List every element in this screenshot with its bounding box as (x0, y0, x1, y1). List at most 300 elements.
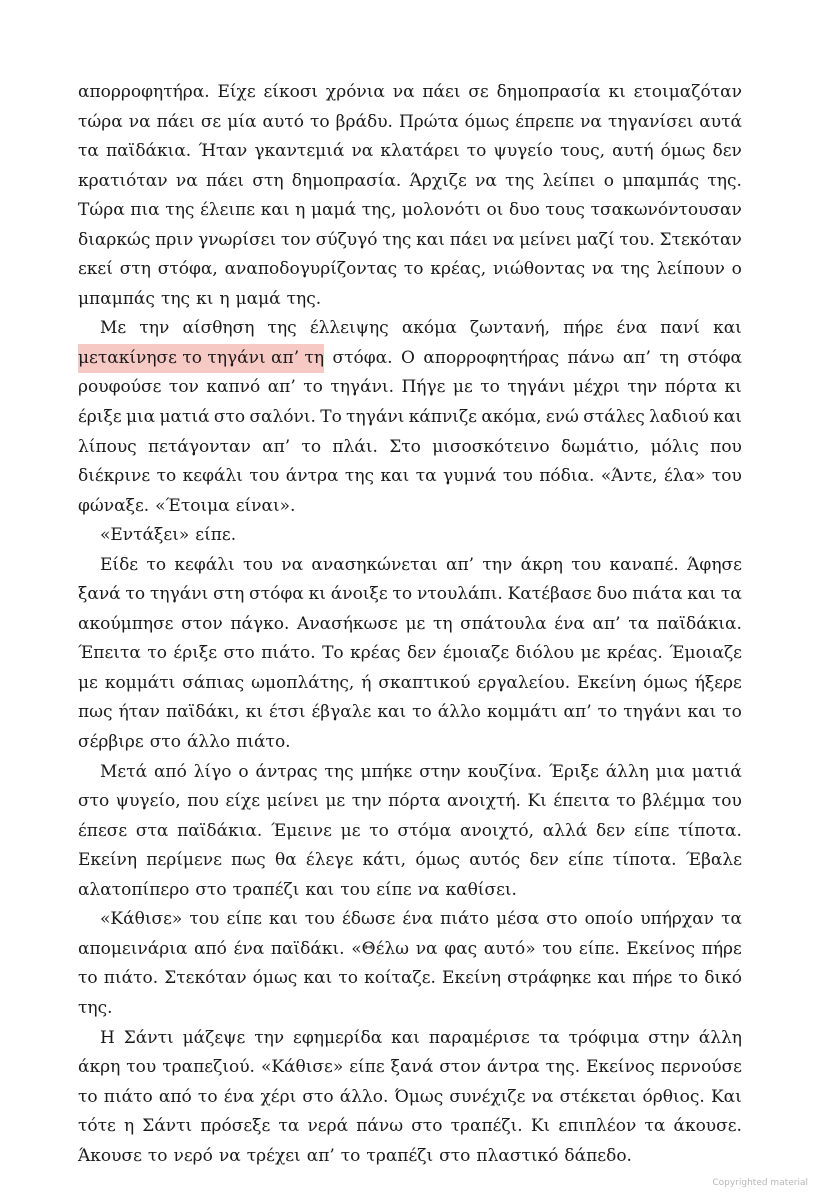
word: πήρε (563, 318, 604, 339)
word: στόφα, (157, 259, 218, 280)
word: «Κάθισε» (100, 909, 183, 930)
word: τίποτα. (678, 820, 742, 841)
word: δικό (704, 968, 742, 989)
word: πάνω (356, 1116, 404, 1137)
word: πως (231, 850, 266, 871)
word: κι (196, 288, 214, 309)
word: στην (648, 1027, 690, 1048)
word: νερά (307, 1116, 349, 1137)
word: απ’ (267, 377, 296, 398)
word: τα (78, 141, 99, 162)
word: έλα» (663, 466, 706, 487)
word: υπήρχαν (640, 909, 715, 930)
word: και (687, 584, 717, 605)
text-line (78, 876, 742, 906)
word: ωμοπλάτης, (251, 672, 355, 693)
word: άλλο (437, 702, 482, 723)
word: με (325, 791, 346, 812)
word: δεν (407, 643, 437, 664)
word: άντρα (285, 466, 339, 487)
text-line (78, 758, 742, 788)
word: Το (322, 643, 344, 664)
word: το (146, 554, 167, 575)
word: Κι (530, 1116, 551, 1137)
word: πανί (660, 318, 700, 339)
word: κι (245, 702, 263, 723)
word: στα (135, 820, 169, 841)
word: πάνω (567, 347, 615, 368)
word: εκεί (78, 259, 113, 280)
word: λίπους (78, 436, 137, 457)
word: Άφησε (687, 554, 742, 575)
word: παϊδάκια. (656, 613, 742, 634)
word: σκαπτικού (378, 672, 471, 693)
word: ματιά (159, 407, 210, 428)
word: πιάτο. (236, 732, 291, 753)
word: στάλες (583, 407, 645, 428)
word: παϊδάκι. (270, 938, 345, 959)
word: ζωντανή, (469, 318, 551, 339)
word: Σάντι (123, 1027, 174, 1048)
word: τους (545, 200, 585, 221)
word: πήρε (701, 938, 742, 959)
word: το (310, 111, 330, 132)
word: λαδιού (649, 407, 709, 428)
word: μισοσκότεινο (432, 436, 550, 457)
text-line (78, 1112, 742, 1142)
word: μαζί (576, 229, 615, 250)
text-line (78, 905, 742, 935)
word: όμως (660, 141, 706, 162)
word: το (466, 141, 487, 162)
word: ξανά (390, 1057, 434, 1078)
word: τηγάνι (346, 407, 405, 428)
word: άκουσε. (673, 1116, 742, 1137)
word: της (160, 288, 191, 309)
word: ή (361, 672, 372, 693)
word: δεν (595, 820, 626, 841)
text-line (78, 285, 742, 315)
word: πιάτα (632, 584, 683, 605)
word: αυτά (699, 111, 742, 132)
word: μαμά (311, 200, 357, 221)
word: είπε (376, 879, 412, 900)
word: κεφάλι (174, 554, 235, 575)
word: στο (213, 407, 246, 428)
word: αλατοπίπερο (78, 879, 190, 900)
text-line (78, 196, 742, 226)
text-line (78, 433, 742, 463)
word: Ήταν (198, 141, 248, 162)
word: στο (78, 791, 110, 812)
word: και (303, 968, 333, 989)
word: όρθιος. (642, 1086, 705, 1107)
word: κι (308, 584, 326, 605)
word: νιώθοντας (493, 259, 586, 280)
word: μόλις (650, 436, 699, 457)
word: καπνό (206, 377, 261, 398)
word: του (340, 879, 371, 900)
highlighted-passage[interactable]: μετακίνησε το τηγάνι απ’ τη (78, 344, 324, 374)
word: κάτι, (362, 850, 407, 871)
word: μπαμπάς (78, 288, 155, 309)
word: είχε (225, 791, 261, 812)
word: παραμέρισε (428, 1027, 530, 1048)
word: να (475, 170, 497, 191)
word: να (415, 938, 438, 959)
word: να (392, 82, 415, 102)
word: στο (223, 643, 255, 664)
word: να (175, 170, 198, 191)
text-line (78, 108, 742, 138)
word: Έπειτα (78, 643, 141, 664)
word: καναπέ. (609, 554, 679, 575)
word: η (295, 200, 306, 221)
word: Άρχιζε (409, 170, 467, 191)
word: βλέμμα (642, 791, 706, 812)
word: λείπει (542, 170, 596, 191)
word: όμως (415, 850, 460, 871)
word: και (713, 407, 742, 428)
word: τραπέζι (366, 1145, 434, 1166)
word: απομεινάρια (78, 938, 188, 959)
word: τηγάνι. (330, 377, 394, 398)
word: απ’ (622, 347, 651, 368)
word: δημοπρασία (496, 82, 601, 102)
word: Είδε (100, 554, 139, 575)
word: Κι (527, 791, 547, 812)
word: και (377, 702, 407, 723)
word: έριξε (78, 407, 122, 428)
word: πλαστικό (476, 1145, 559, 1166)
word: κι (724, 377, 742, 398)
word: λίγο (193, 761, 232, 782)
word: απ’ (563, 702, 592, 723)
word: δάπεδο. (564, 1145, 632, 1166)
word: «Εντάξει» (100, 525, 190, 546)
word: τρέχει (246, 1145, 301, 1166)
word: μείνει (519, 229, 572, 250)
word: σαλόνι. (249, 407, 316, 428)
word: το (616, 791, 636, 812)
word: οι (486, 200, 504, 221)
word: σύζυγό (315, 229, 378, 250)
word: με (405, 613, 426, 634)
word: στο (411, 1116, 443, 1137)
word: είπε. (195, 525, 237, 546)
word: απ’ (445, 554, 475, 575)
word: Εκείνη (78, 850, 138, 871)
word: πόρτα (664, 377, 718, 398)
word: κεφάλι (182, 466, 243, 487)
word: πάγκο. (230, 613, 290, 634)
word: πιάτο. (103, 968, 159, 989)
word: τα (278, 1116, 300, 1137)
word: στόφα. (332, 347, 393, 368)
word: παϊδάκια. (106, 141, 192, 162)
word: της (267, 318, 297, 339)
word: σπάτουλα (460, 613, 547, 634)
word: στόμα (397, 820, 452, 841)
word: στόφα (687, 347, 742, 368)
word: κι (608, 82, 626, 102)
word: Με (100, 318, 127, 339)
word: σε (468, 82, 489, 102)
word: το (147, 643, 167, 664)
word: άντρας (255, 761, 318, 782)
word: Έμεινε (270, 820, 332, 841)
word: στην (419, 761, 461, 782)
word: το (156, 466, 177, 487)
text-line (78, 580, 742, 610)
word: ακούμπησε (78, 613, 174, 634)
word: δυο (596, 584, 628, 605)
word: την (139, 318, 170, 339)
word: πόρτα (388, 791, 441, 812)
word: είπε (634, 820, 670, 841)
word: μια (655, 761, 685, 782)
word: είπε (568, 850, 604, 871)
word: απ’ (262, 436, 291, 457)
word: το (338, 968, 358, 989)
word: κρατιόταν (78, 170, 168, 191)
word: γυμνά (443, 466, 497, 487)
text-line (78, 403, 742, 433)
word: τραπέζι. (450, 1116, 523, 1137)
word: τον (280, 229, 311, 250)
word: η (219, 288, 230, 309)
word: Στεκόταν (164, 968, 247, 989)
word: ήξερε (694, 672, 742, 693)
word: πετάγονταν (148, 436, 251, 457)
word: όμως (643, 672, 688, 693)
word: άλλο. (339, 1086, 389, 1107)
word: «Κάθισε» (260, 1057, 344, 1078)
word: που (187, 791, 219, 812)
text-line (78, 964, 742, 994)
word: της. (707, 170, 742, 191)
word: μέσα (496, 909, 540, 930)
word: στη (119, 259, 151, 280)
word: τηγάνι (150, 584, 209, 605)
word: και (687, 702, 717, 723)
word: το (480, 377, 500, 398)
word: έβγαλε (311, 702, 372, 723)
word: σάπιας (182, 672, 245, 693)
word: Τώρα (78, 200, 125, 221)
word: από (158, 1086, 192, 1107)
word: ψυγείο (493, 141, 554, 162)
word: Στεκόταν (659, 229, 742, 250)
word: να (281, 554, 304, 575)
word: απ’ (306, 1145, 335, 1166)
word: αλλά (542, 820, 588, 841)
word: στη (213, 584, 245, 605)
text-line (78, 344, 742, 374)
word: μαμά (235, 288, 281, 309)
word: το (392, 584, 413, 605)
word: να (128, 111, 151, 132)
word: αυτό (262, 111, 304, 132)
word: ένα (233, 938, 265, 959)
word: τώρα (78, 111, 123, 132)
word: άκρη (520, 554, 563, 575)
word: άλλη (605, 761, 649, 782)
word: το (678, 968, 699, 989)
text-line (78, 994, 742, 1024)
word: το (412, 702, 432, 723)
word: όμως (464, 111, 510, 132)
word: πρόσεξε (200, 1116, 271, 1137)
word: της (505, 170, 535, 191)
word: πριν (155, 229, 194, 250)
text-line (78, 1142, 742, 1172)
word: βράδυ. (335, 111, 393, 132)
word: πιάτο (440, 909, 490, 930)
word: και (305, 879, 335, 900)
word: τότε (78, 1116, 116, 1137)
word: τα (538, 1027, 560, 1048)
word: Και (710, 1086, 742, 1107)
text-line (78, 226, 742, 256)
word: «Άντε, (600, 466, 658, 487)
word: και (391, 1027, 420, 1048)
word: έπεσε (78, 820, 128, 841)
word: ανοιχτό, (459, 820, 535, 841)
word: την (254, 1027, 285, 1048)
word: αυτή (612, 141, 654, 162)
word: διέκρινε (78, 466, 151, 487)
word: πιάτο (103, 1086, 153, 1107)
word: περίμενε (146, 850, 222, 871)
word: κρέας (350, 643, 401, 664)
word: πάει (422, 82, 461, 102)
text-line (78, 1024, 742, 1054)
word: ένα (554, 613, 585, 634)
word: στο (195, 879, 227, 900)
word: τα (720, 584, 742, 605)
word: του (711, 791, 742, 812)
word: το (147, 1145, 168, 1166)
word: τηγάνι (623, 702, 682, 723)
word: Ανασήκωσε (297, 613, 398, 634)
word: της. (78, 997, 113, 1018)
word: το (125, 584, 146, 605)
word: του (542, 938, 573, 959)
word: οποίο (584, 909, 634, 930)
word: διόλου (515, 643, 575, 664)
word: τη (659, 347, 679, 368)
word: να (580, 111, 602, 132)
word: θα (274, 850, 297, 871)
word: παϊδάκι, (165, 702, 240, 723)
word: λείπουν (656, 259, 725, 280)
word: πάει (205, 170, 245, 191)
text-line (78, 373, 742, 403)
word: ρουφούσε (78, 377, 162, 398)
text-line (78, 846, 742, 876)
word: από (194, 938, 227, 959)
word: μέχρι (573, 377, 620, 398)
word: στο (439, 1145, 471, 1166)
word: γνωρίσει (198, 229, 277, 250)
word: κλατάρει (380, 141, 460, 162)
word: τη (432, 613, 453, 634)
word: μια (125, 407, 156, 428)
word: Όμως (394, 1086, 444, 1107)
word: το (301, 436, 322, 457)
word: Είχε (217, 82, 256, 102)
copyright-watermark: Copyrighted material (712, 1178, 808, 1188)
word: κρέας. (606, 643, 663, 664)
word: ντουλάπι. (416, 584, 503, 605)
word: Πρώτα (398, 111, 459, 132)
word: ψυγείο, (115, 791, 181, 812)
word: ένα (616, 318, 648, 339)
word: το (369, 820, 389, 841)
word: κομμάτι (487, 702, 558, 723)
word: Εκείνη (577, 672, 637, 693)
word: εφημερίδα (293, 1027, 383, 1048)
word: να (417, 879, 440, 900)
word: δωμάτιο, (560, 436, 640, 457)
word: το (78, 1086, 98, 1107)
word: φώναξε. (78, 495, 150, 516)
word: της (344, 466, 375, 487)
word: καθίσει. (445, 879, 517, 900)
text-line (78, 78, 742, 108)
word: αυτός (469, 850, 521, 871)
word: απορροφητήρας (423, 347, 560, 368)
word: το (78, 968, 98, 989)
word: είναι». (235, 495, 296, 516)
word: τηγάνι (507, 377, 566, 398)
word: του (571, 554, 602, 575)
word: του (242, 554, 273, 575)
text-line (78, 1083, 742, 1113)
word: που (710, 436, 742, 457)
word: «Θέλω (351, 938, 410, 959)
word: τίποτα. (612, 850, 677, 871)
word: ο (603, 170, 614, 191)
text-line (78, 462, 742, 492)
word: της (165, 200, 195, 221)
text-line (78, 935, 742, 965)
word: στη (252, 170, 284, 191)
word: πως (78, 702, 113, 723)
word: του (304, 909, 335, 930)
word: παϊδάκια. (177, 820, 263, 841)
word: ένα (223, 1086, 255, 1107)
word: Εκείνος (586, 1057, 655, 1078)
word: είκοσι (263, 82, 319, 102)
word: στον (439, 1057, 481, 1078)
word: μπήκε (360, 761, 413, 782)
word: τραπεζιού. (162, 1057, 255, 1078)
word: κομμάτι (104, 672, 176, 693)
word: άντρα (486, 1057, 540, 1078)
word: Εκείνος (626, 938, 696, 959)
word: «Έτοιμα (155, 495, 230, 516)
word: γκαντεμιά (254, 141, 345, 162)
word: μπαμπάς (622, 170, 700, 191)
word: κουζίνα. (467, 761, 542, 782)
word: ο (238, 761, 249, 782)
text-line (78, 817, 742, 847)
word: να (351, 141, 374, 162)
word: ετοιμαζόταν (633, 82, 742, 102)
word: και (380, 466, 410, 487)
